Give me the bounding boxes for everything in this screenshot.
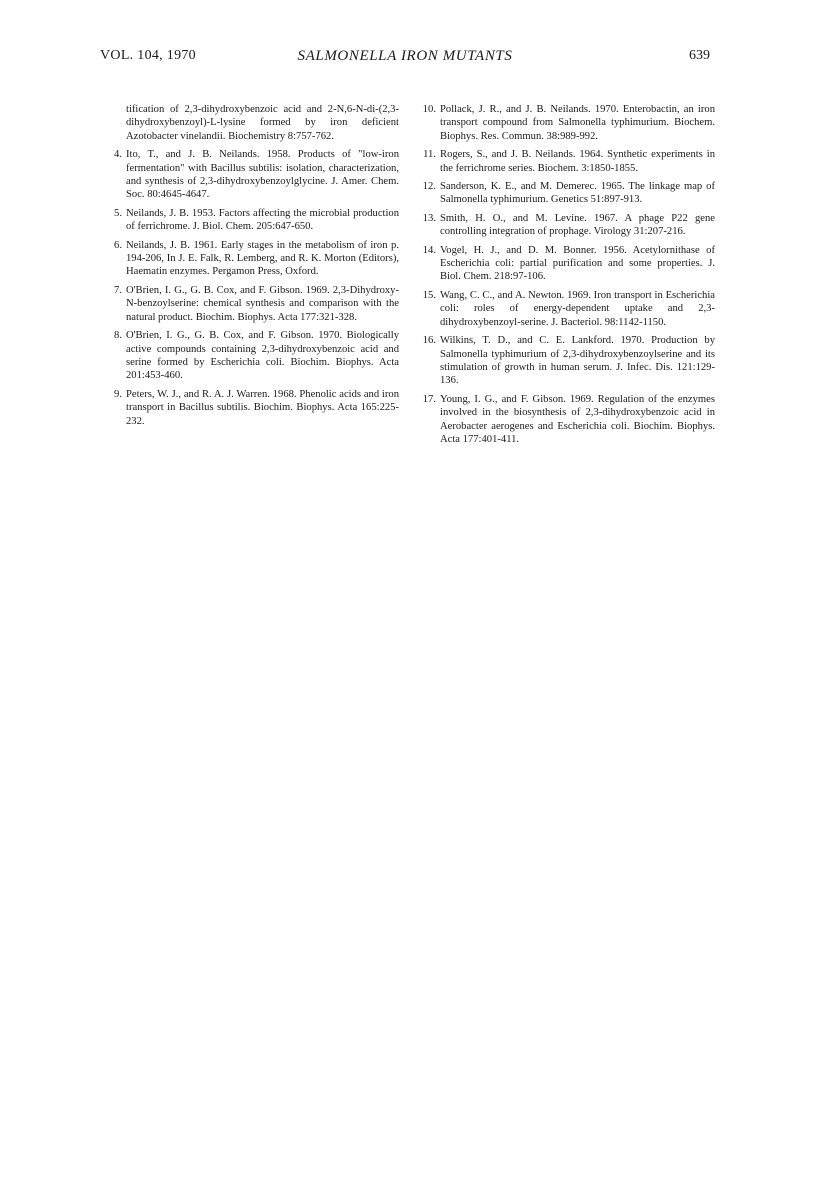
reference-item-16 — [420, 334, 715, 388]
reference-item-3-continued — [106, 103, 399, 143]
reference-item-6 — [106, 239, 399, 279]
reference-number: 17. — [422, 393, 436, 405]
reference-text: Sanderson, K. E., and M. Demerec. 1965. The linkage map of Salmonella typhimurium. Genetics 51:897-913. — [440, 181, 715, 206]
reference-text: Neilands, J. B. 1961. Early stages in the metabolism of iron p. 194-206, In J. E. Falk, R. Lemberg, and R. K. Morton (Editors), Haematin enzymes. Pergamon Press, Oxford. — [126, 239, 399, 278]
reference-item-12 — [420, 180, 715, 207]
reference-number: 9. — [114, 388, 122, 400]
reference-item-8 — [106, 329, 399, 383]
reference-text: Young, I. G., and F. Gibson. 1969. Regulation of the enzymes involved in the biosynthesis of 2,3-dihydroxybenzoic acid in Aerobacter aerogenes and Escherichia coli. Biochim. Biophys. Acta 177:401-411. — [440, 393, 715, 445]
reference-text: O'Brien, I. G., G. B. Cox, and F. Gibson. 1970. Biologically active compounds containing 2,3-dihydroxybenzoic acid and serine formed by Escherichia coli. Biochim. Biophys. Acta 201:453-460. — [126, 330, 399, 382]
reference-number: 5. — [114, 207, 122, 219]
reference-text: Wang, C. C., and A. Newton. 1969. Iron transport in Escherichia coli: roles of energy-dependent uptake and 2,3-dihydroxybenzoyl-serine. J. Bacteriol. 98:1142-1150. — [440, 289, 715, 328]
reference-item-11 — [420, 148, 715, 175]
reference-item-15 — [420, 289, 715, 329]
reference-text: Neilands, J. B. 1953. Factors affecting the microbial production of ferrichrome. J. Biol. Chem. 205:647-650. — [126, 207, 399, 233]
references-column-right — [420, 103, 715, 451]
reference-item-7 — [106, 284, 399, 324]
reference-item-14 — [420, 244, 715, 284]
reference-item-5 — [106, 207, 399, 234]
reference-number: 14. — [422, 244, 436, 256]
reference-item-9 — [106, 388, 399, 428]
reference-item-4 — [106, 148, 399, 202]
running-header — [100, 48, 710, 72]
volume-year: VOL. 104, 1970 — [100, 48, 196, 63]
reference-text: Vogel, H. J., and D. M. Bonner. 1956. Acetylornithase of Escherichia coli: partial purification and some properties. J. Biol. Chem. 218:97-106. — [440, 244, 715, 283]
reference-number: 8. — [114, 330, 122, 342]
references-column-left — [106, 103, 399, 433]
reference-number: 6. — [114, 239, 122, 251]
reference-text: Wilkins, T. D., and C. E. Lankford. 1970. Production by Salmonella typhimurium of 2,3-dihydroxybenzoylserine and its stimulation of growth in human serum. J. Infec. Dis. 121:129-136. — [440, 335, 715, 387]
reference-item-13 — [420, 212, 715, 239]
reference-text: Pollack, J. R., and J. B. Neilands. 1970. Enterobactin, an iron transport compound from Salmonella typhimurium. Biochem. Biophys. Res. Commun. 38:989-992. — [440, 104, 715, 142]
reference-item-10 — [420, 103, 715, 143]
reference-number: 11. — [423, 149, 436, 161]
reference-number: 10. — [422, 104, 436, 115]
reference-number: 13. — [422, 212, 436, 224]
reference-number: 4. — [114, 149, 122, 161]
reference-text: Peters, W. J., and R. A. J. Warren. 1968. Phenolic acids and iron transport in Bacillus subtilis. Biochim. Biophys. Acta 165:225-232. — [126, 388, 399, 427]
journal-running-title: SALMONELLA IRON MUTANTS — [297, 48, 513, 64]
reference-text: Rogers, S., and J. B. Neilands. 1964. Synthetic experiments in the ferrichrome series. Biochem. 3:1850-1855. — [440, 149, 715, 174]
reference-text: tification of 2,3-dihydroxybenzoic acid and 2-N,6-N-di-(2,3-dihydroxybenzoyl)-L-lysine formed by iron deficient Azotobacter vinelandii. Biochemistry 8:757-762. — [126, 104, 399, 142]
reference-number: 12. — [422, 181, 436, 193]
reference-item-17 — [420, 393, 715, 447]
reference-text: Ito, T., and J. B. Neilands. 1958. Products of "low-iron fermentation" with Bacillus subtilis: isolation, characterization, and synthesis of 2,3-dihydroxybenzoylglycine. J. Amer. Chem. Soc. 80:4645-4647. — [126, 149, 399, 201]
page-number: 639 — [689, 48, 710, 63]
reference-text: Smith, H. O., and M. Levine. 1967. A phage P22 gene controlling integration of prophage. Virology 31:207-216. — [440, 212, 715, 238]
reference-text: O'Brien, I. G., G. B. Cox, and F. Gibson. 1969. 2,3-Dihydroxy-N-benzoylserine: chemical synthesis and comparison with the natural product. Biochim. Biophys. Acta 177:321-328. — [126, 284, 399, 323]
reference-number: 15. — [422, 289, 436, 301]
reference-number: 16. — [422, 335, 436, 347]
reference-number: 7. — [114, 284, 122, 296]
